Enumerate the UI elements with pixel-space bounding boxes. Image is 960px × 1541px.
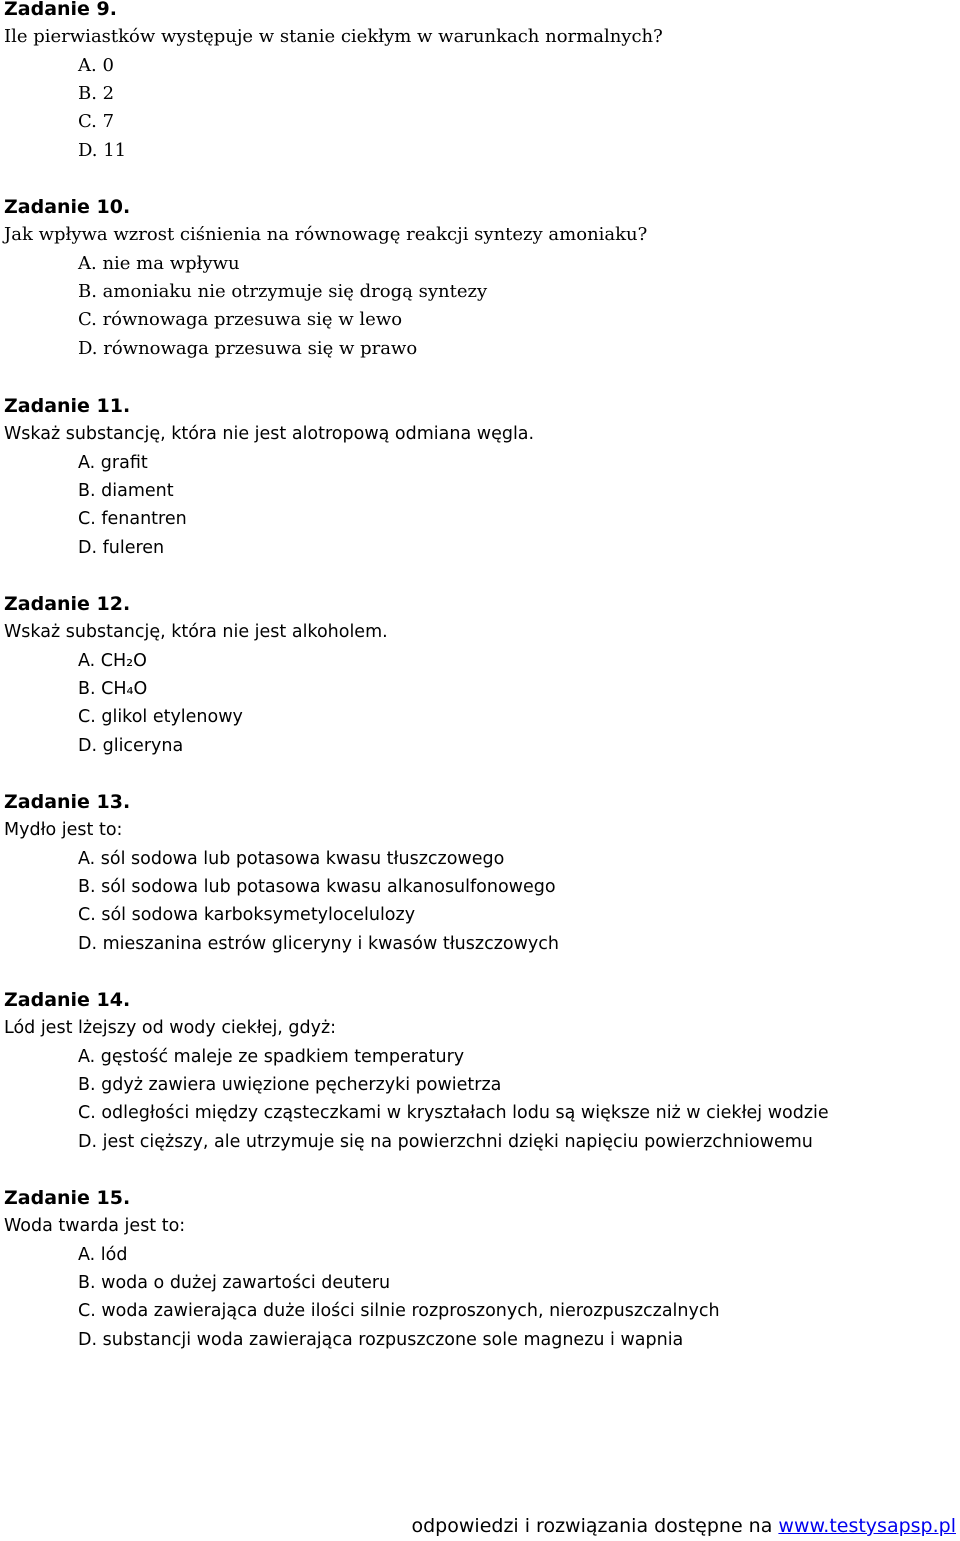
question-title: Zadanie 11. — [4, 395, 131, 417]
answer-options — [4, 647, 960, 761]
question-9 — [4, 0, 960, 165]
answer-option-c: C. woda zawierająca duże ilości silnie rozproszonych, nierozpuszczalnych — [78, 1301, 720, 1322]
answer-option-c: C. równowaga przesuwa się w lewo — [78, 309, 403, 331]
footer-text: odpowiedzi i rozwiązania dostępne na — [411, 1515, 779, 1537]
answer-option-a: A. gęstość maleje ze spadkiem temperatury — [78, 1046, 465, 1067]
answer-option-d: D. 11 — [78, 139, 127, 161]
answer-option-b: B. 2 — [78, 82, 115, 104]
answer-option-d: D. fuleren — [78, 537, 165, 558]
answer-option-c: C. 7 — [78, 111, 115, 133]
question-title: Zadanie 13. — [4, 791, 131, 813]
answer-options — [4, 1043, 960, 1157]
question-11 — [4, 392, 960, 562]
answer-option-c: C. sól sodowa karboksymetylocelulozy — [78, 905, 416, 926]
question-text: Wskaż substancję, która nie jest alotropową odmiana węgla. — [4, 424, 535, 444]
question-title: Zadanie 14. — [4, 989, 131, 1011]
answer-option-b: B. woda o dużej zawartości deuteru — [78, 1272, 391, 1293]
question-title: Zadanie 12. — [4, 593, 131, 615]
answer-option-d: D. substancji woda zawierająca rozpuszczone sole magnezu i wapnia — [78, 1329, 684, 1350]
answer-options — [4, 250, 960, 364]
answer-option-c: C. odległości między cząsteczkami w kryształach lodu są większe niż w ciekłej wodzie — [78, 1103, 829, 1124]
question-10 — [4, 193, 960, 363]
question-14 — [4, 986, 960, 1156]
answer-option-d: D. gliceryna — [78, 735, 184, 756]
answer-option-b: B. CH₄O — [78, 678, 148, 699]
question-text: Lód jest lżejszy od wody ciekłej, gdyż: — [4, 1018, 337, 1038]
answer-option-a: A. sól sodowa lub potasowa kwasu tłuszczowego — [78, 848, 505, 869]
question-text: Wskaż substancję, która nie jest alkoholem. — [4, 622, 388, 642]
answer-option-a: A. grafit — [78, 452, 148, 473]
website-link[interactable]: www.testysapsp.pl — [778, 1515, 956, 1537]
answer-option-a: A. CH₂O — [78, 650, 147, 671]
answer-option-c: C. glikol etylenowy — [78, 707, 243, 728]
answer-option-a: A. lód — [78, 1244, 128, 1265]
question-title: Zadanie 10. — [4, 196, 131, 218]
answer-option-b: B. gdyż zawiera uwięzione pęcherzyki powietrza — [78, 1074, 502, 1095]
question-title: Zadanie 15. — [4, 1187, 131, 1209]
answer-option-b: B. sól sodowa lub potasowa kwasu alkanosulfonowego — [78, 876, 556, 897]
question-text: Ile pierwiastków występuje w stanie ciekłym w warunkach normalnych? — [4, 26, 663, 47]
answer-options — [4, 449, 960, 563]
answer-option-b: B. diament — [78, 480, 174, 501]
page-footer — [412, 1512, 957, 1540]
question-text: Mydło jest to: — [4, 820, 123, 840]
answer-option-c: C. fenantren — [78, 509, 187, 530]
question-text: Jak wpływa wzrost ciśnienia na równowagę reakcji syntezy amoniaku? — [4, 224, 648, 245]
answer-options — [4, 845, 960, 959]
answer-option-d: D. jest cięższy, ale utrzymuje się na powierzchni dzięki napięciu powierzchniowemu — [78, 1131, 813, 1152]
answer-options — [4, 1241, 960, 1355]
question-title: Zadanie 9. — [4, 0, 117, 20]
answer-options — [4, 52, 960, 166]
question-13 — [4, 788, 960, 958]
answer-option-a: A. 0 — [78, 54, 114, 76]
question-12 — [4, 590, 960, 760]
answer-option-b: B. amoniaku nie otrzymuje się drogą syntezy — [78, 280, 488, 302]
answer-option-d: D. mieszanina estrów gliceryny i kwasów tłuszczowych — [78, 933, 559, 954]
answer-option-d: D. równowaga przesuwa się w prawo — [78, 337, 418, 359]
question-text: Woda twarda jest to: — [4, 1216, 186, 1236]
answer-option-a: A. nie ma wpływu — [78, 252, 240, 274]
question-15 — [4, 1184, 960, 1354]
